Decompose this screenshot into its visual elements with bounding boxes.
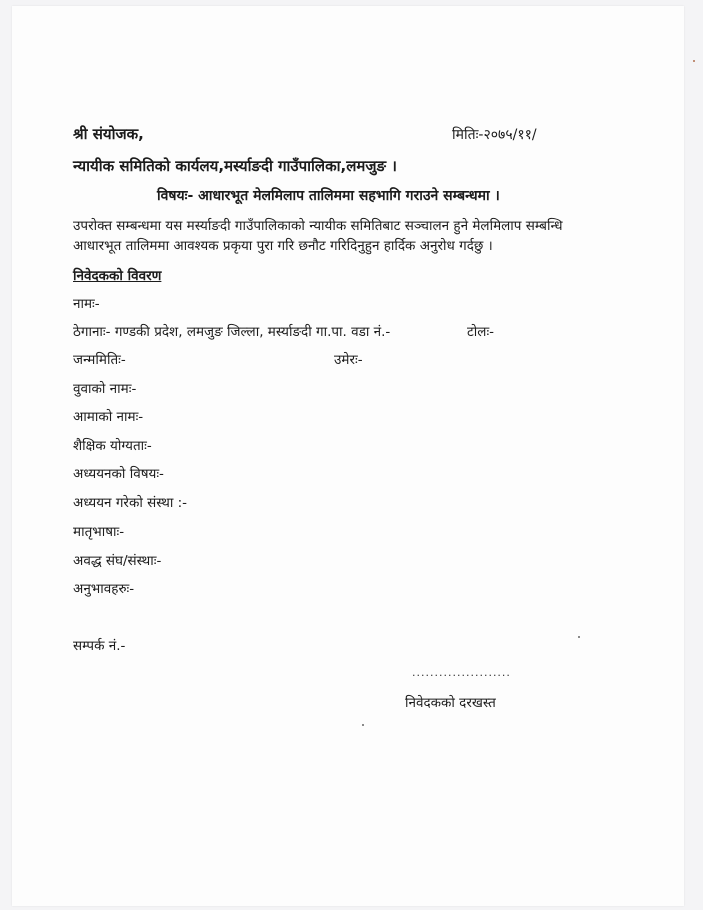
letter-body: उपरोक्त सम्बन्धमा यस मर्स्याङदी गाउँपालिकाको न्यायीक समितिबाट सञ्चालन हुने मेलमिलाप सम्बन्धि आधारभूत तालिममा आवश्यक प्रकृया पुरा गरि छनौट गरिदिनुहुन हार्दिक अनुरोध गर्दछु । <box>73 218 563 254</box>
addressee: श्री संयोजक, <box>73 125 144 143</box>
field-age: उमेरः- <box>334 352 363 368</box>
field-mother-tongue: मातृभाषाः- <box>73 524 125 540</box>
field-address: ठेगानाः- गण्डकी प्रदेश, लमजुङ जिल्ला, मर्स्याङदी गा.पा. वडा नं.- <box>73 324 391 340</box>
scan-speck <box>362 724 364 726</box>
scan-speck <box>578 636 580 638</box>
field-experience: अनुभावहरुः- <box>73 581 135 597</box>
field-institution: अध्ययन गरेको संस्था :- <box>73 495 188 511</box>
subject-line: विषयः- आधारभूत मेलमिलाप तालिममा सहभागि गराउने सम्बन्धमा । <box>157 188 500 204</box>
section-heading: निवेदकको विवरण <box>73 268 162 284</box>
office-line: न्यायीक समितिको कार्यलय,मर्स्याङदी गाउँपालिका,लमजुङ । <box>73 157 397 175</box>
field-mother: आमाको नामः- <box>73 409 144 425</box>
signature-label: निवेदकको दरखस्त <box>405 695 496 711</box>
field-name: नामः- <box>73 296 100 312</box>
scan-speck <box>693 60 695 62</box>
letter-date: मितिः-२०७५/११/ <box>452 127 537 143</box>
field-tole: टोलः- <box>467 324 495 340</box>
field-father: वुवाको नामः- <box>73 381 137 397</box>
signature-line: ...................... <box>412 666 511 679</box>
field-qualification: शैक्षिक योग्यताः- <box>73 438 152 454</box>
field-contact: सम्पर्क नं.- <box>73 638 126 654</box>
field-affiliation: अवद्ध संघ/संस्थाः- <box>73 553 162 569</box>
field-study-subject: अध्ययनको विषयः- <box>73 466 164 482</box>
field-dob: जन्ममितिः- <box>73 352 126 368</box>
